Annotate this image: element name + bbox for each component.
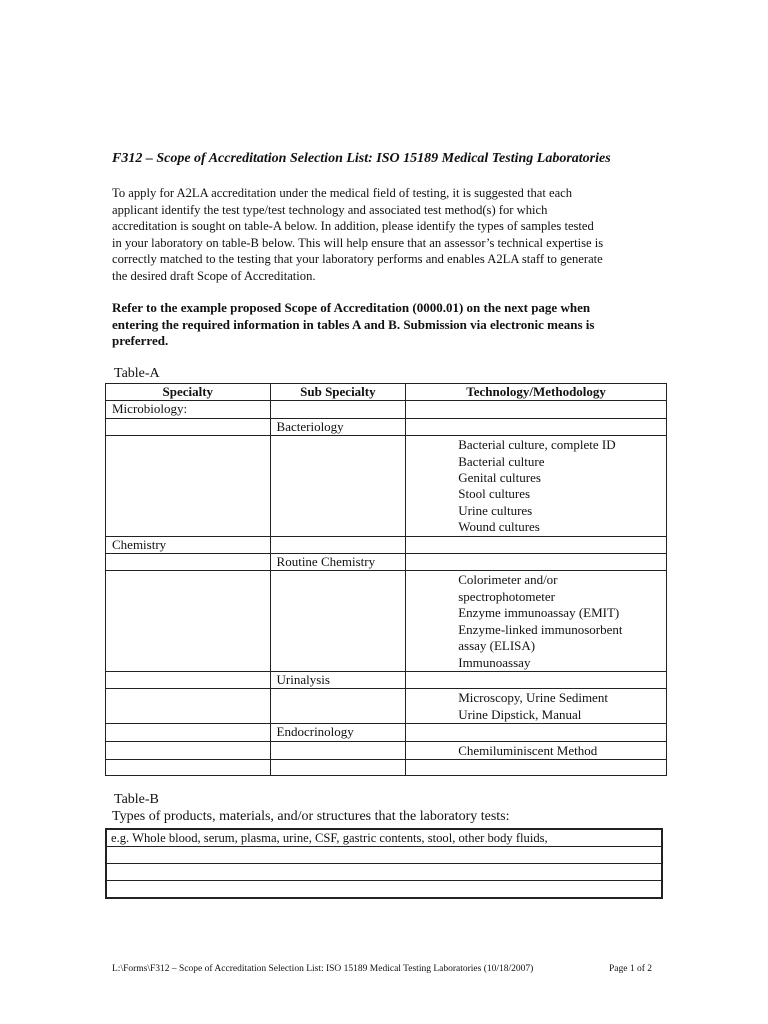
table-row <box>106 554 667 571</box>
technology-item: Enzyme-linked immunosorbent <box>458 621 623 637</box>
technology-cell[interactable] <box>406 418 667 435</box>
technology-item: Microscopy, Urine Sediment <box>458 690 608 706</box>
specialty-cell[interactable] <box>106 418 271 435</box>
technology-item: Urine Dipstick, Manual <box>458 706 582 722</box>
sub-specialty-cell[interactable]: Routine Chemistry <box>270 554 406 571</box>
specialty-cell[interactable]: Microbiology: <box>106 401 271 418</box>
intro-line: accreditation is sought on table-A below. In addition, please identify the types of samples tested <box>112 219 594 233</box>
technology-item: Bacterial culture <box>458 453 545 469</box>
technology-item: Colorimeter and/or <box>458 572 558 588</box>
sample-type-cell[interactable]: e.g. Whole blood, serum, plasma, urine, CSF, gastric contents, stool, other body fluids, <box>106 829 662 847</box>
sub-specialty-cell[interactable]: Bacteriology <box>270 418 406 435</box>
column-header-technology: Technology/Methodology <box>406 384 667 401</box>
technology-item: Stool cultures <box>458 486 531 502</box>
intro-line: correctly matched to the testing that your laboratory performs and enables A2LA staff to generate <box>112 252 603 266</box>
table-row <box>106 536 667 553</box>
column-header-sub-specialty: Sub Specialty <box>270 384 406 401</box>
document-title: F312 – Scope of Accreditation Selection List: ISO 15189 Medical Testing Laboratories <box>112 151 611 166</box>
intro-line: the desired draft Scope of Accreditation. <box>112 268 316 283</box>
specialty-cell[interactable] <box>106 671 271 688</box>
specialty-cell[interactable] <box>106 436 271 536</box>
specialty-cell[interactable] <box>106 759 271 775</box>
table-b <box>105 828 663 899</box>
specialty-cell[interactable] <box>106 571 271 671</box>
technology-item: Chemiluminiscent Method <box>458 742 598 758</box>
intro-line: in your laboratory on table-B below. This will help ensure that an assessor’s technical expertise is <box>112 235 604 250</box>
technology-cell[interactable] <box>406 689 667 724</box>
technology-item: Bacterial culture, complete ID <box>458 437 616 453</box>
table-row <box>106 829 662 847</box>
sub-specialty-cell[interactable] <box>270 689 406 724</box>
table-row <box>106 847 662 864</box>
table-row <box>106 864 662 881</box>
table-b-label: Table-B <box>114 792 159 807</box>
table-a <box>105 383 667 776</box>
specialty-cell[interactable] <box>106 554 271 571</box>
specialty-cell[interactable] <box>106 689 271 724</box>
technology-item: Wound cultures <box>458 519 540 535</box>
table-row <box>106 741 667 759</box>
sub-specialty-cell[interactable] <box>270 436 406 536</box>
table-row <box>106 724 667 741</box>
footer-path: L:\Forms\F312 – Scope of Accreditation Selection List: ISO 15189 Medical Testing Laboratories (10/18/2007) <box>112 964 534 974</box>
sub-specialty-cell[interactable] <box>270 536 406 553</box>
intro-line: applicant identify the test type/test technology and associated test method(s) for which <box>112 202 548 217</box>
technology-cell[interactable] <box>406 741 667 759</box>
sub-specialty-cell[interactable] <box>270 401 406 418</box>
note-line: Refer to the example proposed Scope of Accreditation (0000.01) on the next page when <box>112 300 591 315</box>
technology-item: assay (ELISA) <box>458 638 536 654</box>
sub-specialty-cell[interactable] <box>270 759 406 775</box>
specialty-cell[interactable] <box>106 741 271 759</box>
table-row <box>106 671 667 688</box>
sample-type-cell[interactable] <box>106 847 662 864</box>
technology-cell[interactable] <box>406 671 667 688</box>
note-line: entering the required information in tables A and B. Submission via electronic means is <box>112 316 595 332</box>
technology-cell[interactable] <box>406 759 667 775</box>
sub-specialty-cell[interactable] <box>270 741 406 759</box>
table-row <box>106 759 667 775</box>
table-row <box>106 401 667 418</box>
intro-line: To apply for A2LA accreditation under the medical field of testing, it is suggested that each <box>112 186 573 200</box>
technology-cell[interactable] <box>406 536 667 553</box>
specialty-cell[interactable]: Chemistry <box>106 536 271 553</box>
table-row <box>106 571 667 671</box>
technology-item: Urine cultures <box>458 502 533 518</box>
sample-type-cell[interactable] <box>106 864 662 881</box>
technology-item: Immunoassay <box>458 654 531 670</box>
table-row <box>106 881 662 899</box>
technology-cell[interactable] <box>406 724 667 741</box>
note-line: preferred. <box>112 333 169 348</box>
table-row <box>106 436 667 536</box>
table-a-label: Table-A <box>114 366 160 381</box>
sample-type-cell[interactable] <box>106 881 662 899</box>
intro-paragraph <box>112 185 660 284</box>
technology-cell[interactable] <box>406 436 667 536</box>
table-row <box>106 689 667 724</box>
technology-cell[interactable] <box>406 554 667 571</box>
table-b-description: Types of products, materials, and/or structures that the laboratory tests: <box>112 809 510 824</box>
table-header-row <box>106 384 667 401</box>
sub-specialty-cell[interactable] <box>270 571 406 671</box>
technology-item: Enzyme immunoassay (EMIT) <box>458 605 620 621</box>
sub-specialty-cell[interactable]: Endocrinology <box>270 724 406 741</box>
technology-cell[interactable] <box>406 401 667 418</box>
page-number: Page 1 of 2 <box>609 964 653 974</box>
table-row <box>106 418 667 435</box>
instruction-note <box>112 300 660 350</box>
technology-item: spectrophotometer <box>458 588 555 604</box>
technology-cell[interactable] <box>406 571 667 671</box>
specialty-cell[interactable] <box>106 724 271 741</box>
sub-specialty-cell[interactable]: Urinalysis <box>270 671 406 688</box>
column-header-specialty: Specialty <box>106 384 271 401</box>
technology-item: Genital cultures <box>458 470 541 486</box>
